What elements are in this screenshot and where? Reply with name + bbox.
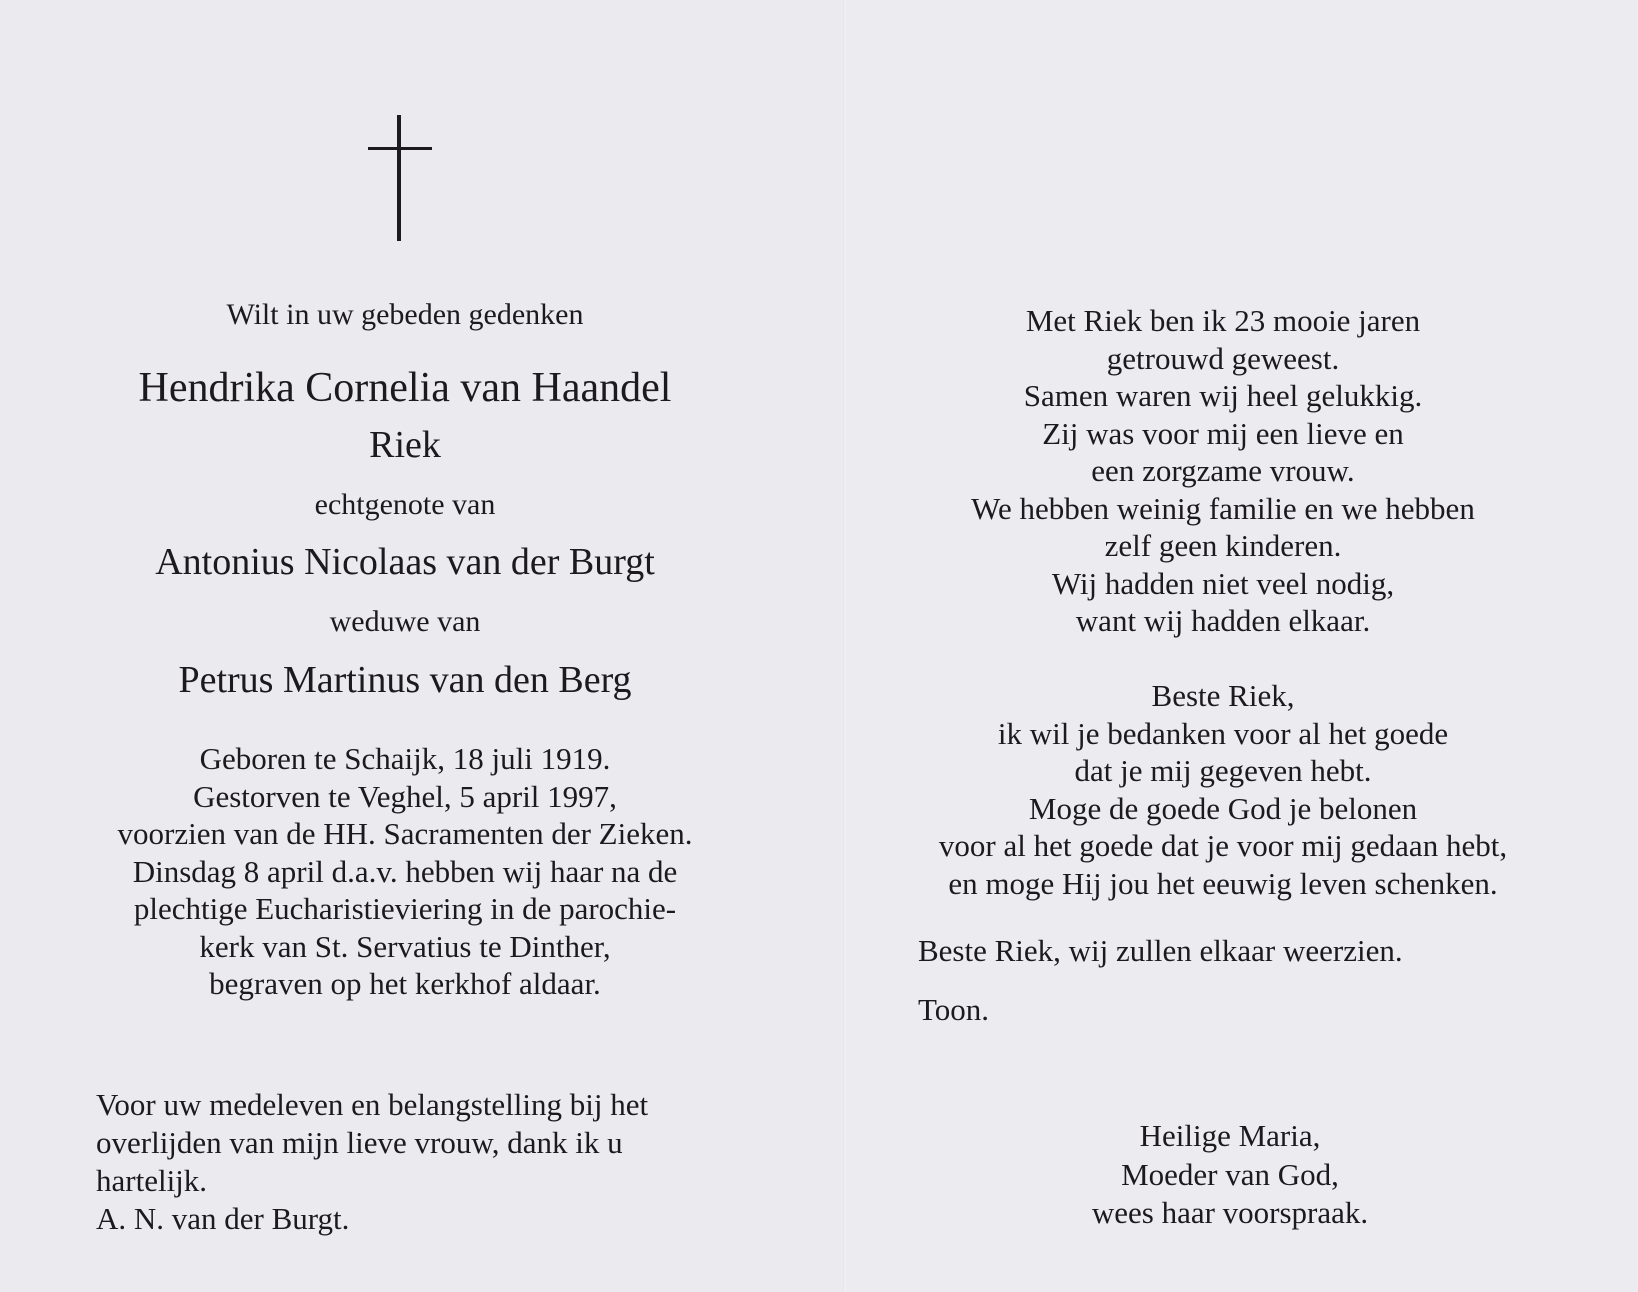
life-details-line: Gestorven te Veghel, 5 april 1997, [193, 778, 617, 814]
poem-line: ik wil je bedanken voor al het goede [997, 715, 1449, 751]
signoff: Toon. [918, 992, 990, 1027]
life-details [70, 740, 740, 1003]
life-details-line: voorzien van de HH. Sacramenten der Zieken. [117, 816, 693, 851]
poem-part-1 [903, 302, 1543, 640]
farewell-line: Beste Riek, wij zullen elkaar weerzien. [918, 933, 1403, 968]
life-details-line: begraven op het kerkhof aldaar. [209, 966, 601, 1001]
poem-line: dat je mij gegeven hebt. [1074, 753, 1372, 788]
poem-line: Met Riek ben ik 23 mooie jaren [1025, 303, 1421, 338]
widow-label: weduwe van [329, 605, 481, 638]
poem-line: Moge de goede God je belonen [1028, 790, 1418, 826]
right-page [846, 0, 1638, 1292]
life-details-line: plechtige Eucharistieviering in de parochie- [133, 891, 677, 926]
poem-line: Samen waren wij heel gelukkig. [1023, 378, 1423, 413]
poem-line: Wij hadden niet veel nodig, [1051, 565, 1395, 601]
spouse-name: Antonius Nicolaas van der Burgt [155, 541, 655, 583]
poem-line: We hebben weinig familie en we hebben [971, 490, 1475, 526]
poem-part-2 [903, 677, 1543, 902]
life-details-line: kerk van St. Servatius te Dinther, [199, 928, 611, 964]
deceased-nickname: Riek [369, 424, 441, 466]
poem-line: voor al het goede dat je voor mij gedaan hebt, [938, 828, 1508, 863]
thanks-line: hartelijk. [96, 1163, 208, 1198]
poem-line: en moge Hij jou het eeuwig leven schenken. [948, 865, 1498, 901]
cross-icon [368, 115, 432, 241]
poem-line: zelf geen kinderen. [1104, 528, 1342, 563]
poem-line: een zorgzame vrouw. [1091, 453, 1355, 488]
poem-line: Zij was voor mij een lieve en [1042, 415, 1404, 451]
thanks-line: overlijden van mijn lieve vrouw, dank ik u [96, 1125, 623, 1160]
thanks-note [96, 1086, 648, 1238]
prayer-line: Heilige Maria, [1139, 1118, 1321, 1153]
thanks-signature: A. N. van der Burgt. [96, 1201, 350, 1236]
life-details-line: Geboren te Schaijk, 18 juli 1919. [199, 741, 611, 776]
intro-text: Wilt in uw gebeden gedenken [226, 298, 584, 331]
prayer-line: wees haar voorspraak. [1091, 1195, 1369, 1230]
prayer-line: Moeder van God, [1121, 1156, 1339, 1192]
prayer [1030, 1117, 1430, 1233]
first-spouse-name: Petrus Martinus van den Berg [178, 659, 632, 701]
poem-line: getrouwd geweest. [1106, 340, 1340, 376]
poem-line: want wij hadden elkaar. [1075, 603, 1371, 638]
poem-line: Beste Riek, [1151, 678, 1295, 713]
life-details-line: Dinsdag 8 april d.a.v. hebben wij haar na de [132, 853, 678, 889]
deceased-name: Hendrika Cornelia van Haandel [138, 365, 672, 411]
thanks-line: Voor uw medeleven en belangstelling bij het [96, 1087, 649, 1122]
spouse-label: echtgenote van [314, 488, 496, 521]
